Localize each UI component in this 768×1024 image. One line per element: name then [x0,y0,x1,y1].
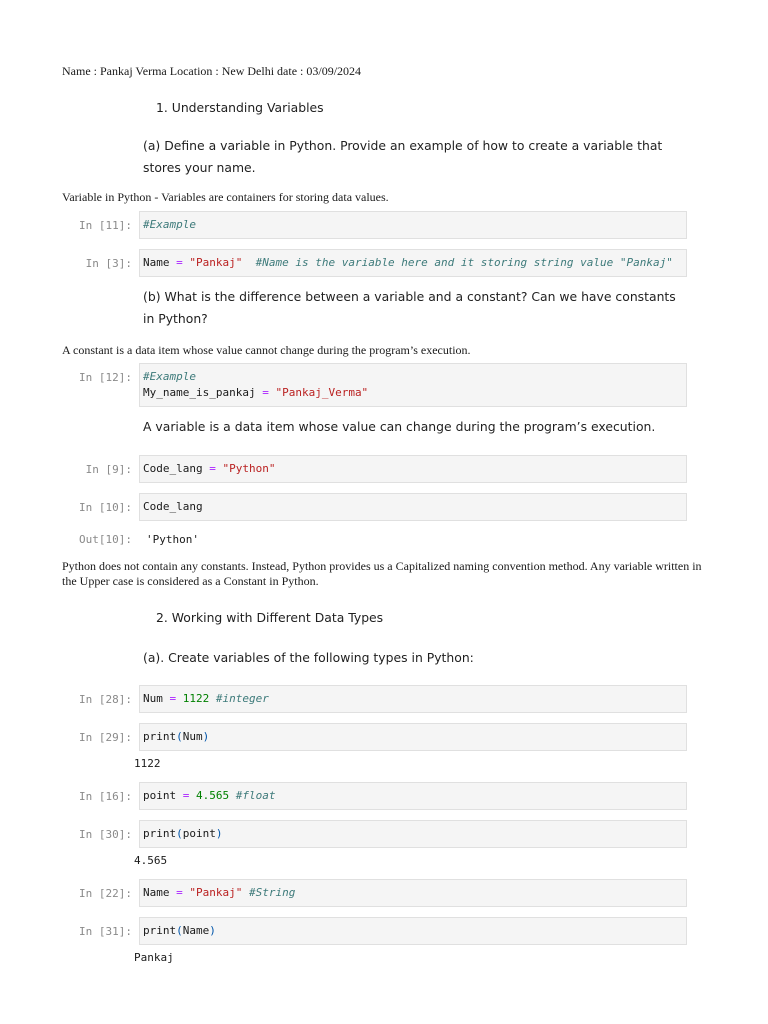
variable-note: A variable is a data item whose value can change during the program’s execution. [143,419,656,434]
section-2-title: 2. Working with Different Data Types [156,610,384,625]
cell-output: 4.565 [134,854,168,867]
code-cell[interactable]: print(Name) [139,917,687,945]
code-operator: = [176,256,183,269]
cell-prompt: In [22]: [79,887,132,900]
cell-prompt: In [9]: [85,463,132,476]
code-variable: Num [143,692,163,705]
code-cell[interactable]: print(Num) [139,723,687,751]
code-function: print [143,827,177,840]
question-1a: (a) Define a variable in Python. Provide an example of how to create a variable that stores your name. [143,138,663,175]
code-cell[interactable] [139,685,687,713]
cell-output: Pankaj [134,951,174,964]
cell-prompt: In [28]: [79,693,132,706]
code-string: "Pankaj" [189,886,243,899]
cell-prompt: In [29]: [79,731,132,744]
code-number: 1122 [182,692,210,705]
code-cell[interactable] [139,879,687,907]
code-variable: Code_lang [143,500,203,513]
cell-prompt: In [16]: [79,790,132,803]
code-variable: My_name_is_pankaj [143,386,256,399]
question-2a: (a). Create variables of the following types in Python: [143,650,474,665]
code-variable: Code_lang [143,462,203,475]
code-cell[interactable] [139,363,687,407]
code-argument: point [182,827,216,840]
cell-prompt: In [31]: [79,925,132,938]
code-cell[interactable] [139,493,687,521]
cell-prompt: In [30]: [79,828,132,841]
code-string: "Python" [222,462,276,475]
code-variable: Name [143,886,170,899]
code-string: "Pankaj" [189,256,243,269]
code-comment: #String [248,886,296,899]
code-number: 4.565 [196,789,230,802]
code-operator: = [182,789,190,802]
header-meta: Name : Pankaj Verma Location : New Delhi date : 03/09/2024 [62,64,362,78]
code-comment: #Example [143,370,196,383]
code-comment: #integer [215,692,269,705]
code-function: print [143,924,177,937]
cell-output: 'Python' [146,533,199,546]
answer-1a: Variable in Python - Variables are containers for storing data values. [62,190,389,204]
code-function: print [143,730,177,743]
code-comment: #Name is the variable here and it storing string value "Pankaj" [255,256,673,269]
code-operator: = [209,462,216,475]
code-string: "Pankaj_Verma" [275,386,369,399]
cell-prompt: In [3]: [85,257,132,270]
code-argument: Num [182,730,203,743]
code-comment: #float [235,789,276,802]
question-1b: (b) What is the difference between a variable and a constant? Can we have constants in Python? [143,289,676,326]
cell-prompt: In [12]: [79,371,132,384]
output-prompt: Out[10]: [79,533,132,546]
code-operator: = [262,386,269,399]
code-cell[interactable] [139,455,687,483]
code-operator: = [169,692,177,705]
constants-note: Python does not contain any constants. Instead, Python provides us a Capitalized naming convention method. Any variable written in the Upper case is considered as a Constant in Python. [62,559,702,588]
section-1-title: 1. Understanding Variables [156,100,324,115]
cell-prompt: In [10]: [79,501,132,514]
code-argument: Name [182,924,210,937]
code-variable: point [143,789,177,802]
code-cell[interactable] [139,211,687,239]
answer-1b: A constant is a data item whose value cannot change during the program’s execution. [62,343,471,357]
cell-output: 1122 [134,757,161,770]
code-comment: #Example [143,218,196,231]
code-operator: = [176,886,183,899]
code-cell[interactable] [139,782,687,810]
code-variable: Name [143,256,170,269]
code-cell[interactable]: print(point) [139,820,687,848]
code-cell[interactable] [139,249,687,277]
cell-prompt: In [11]: [79,219,132,232]
